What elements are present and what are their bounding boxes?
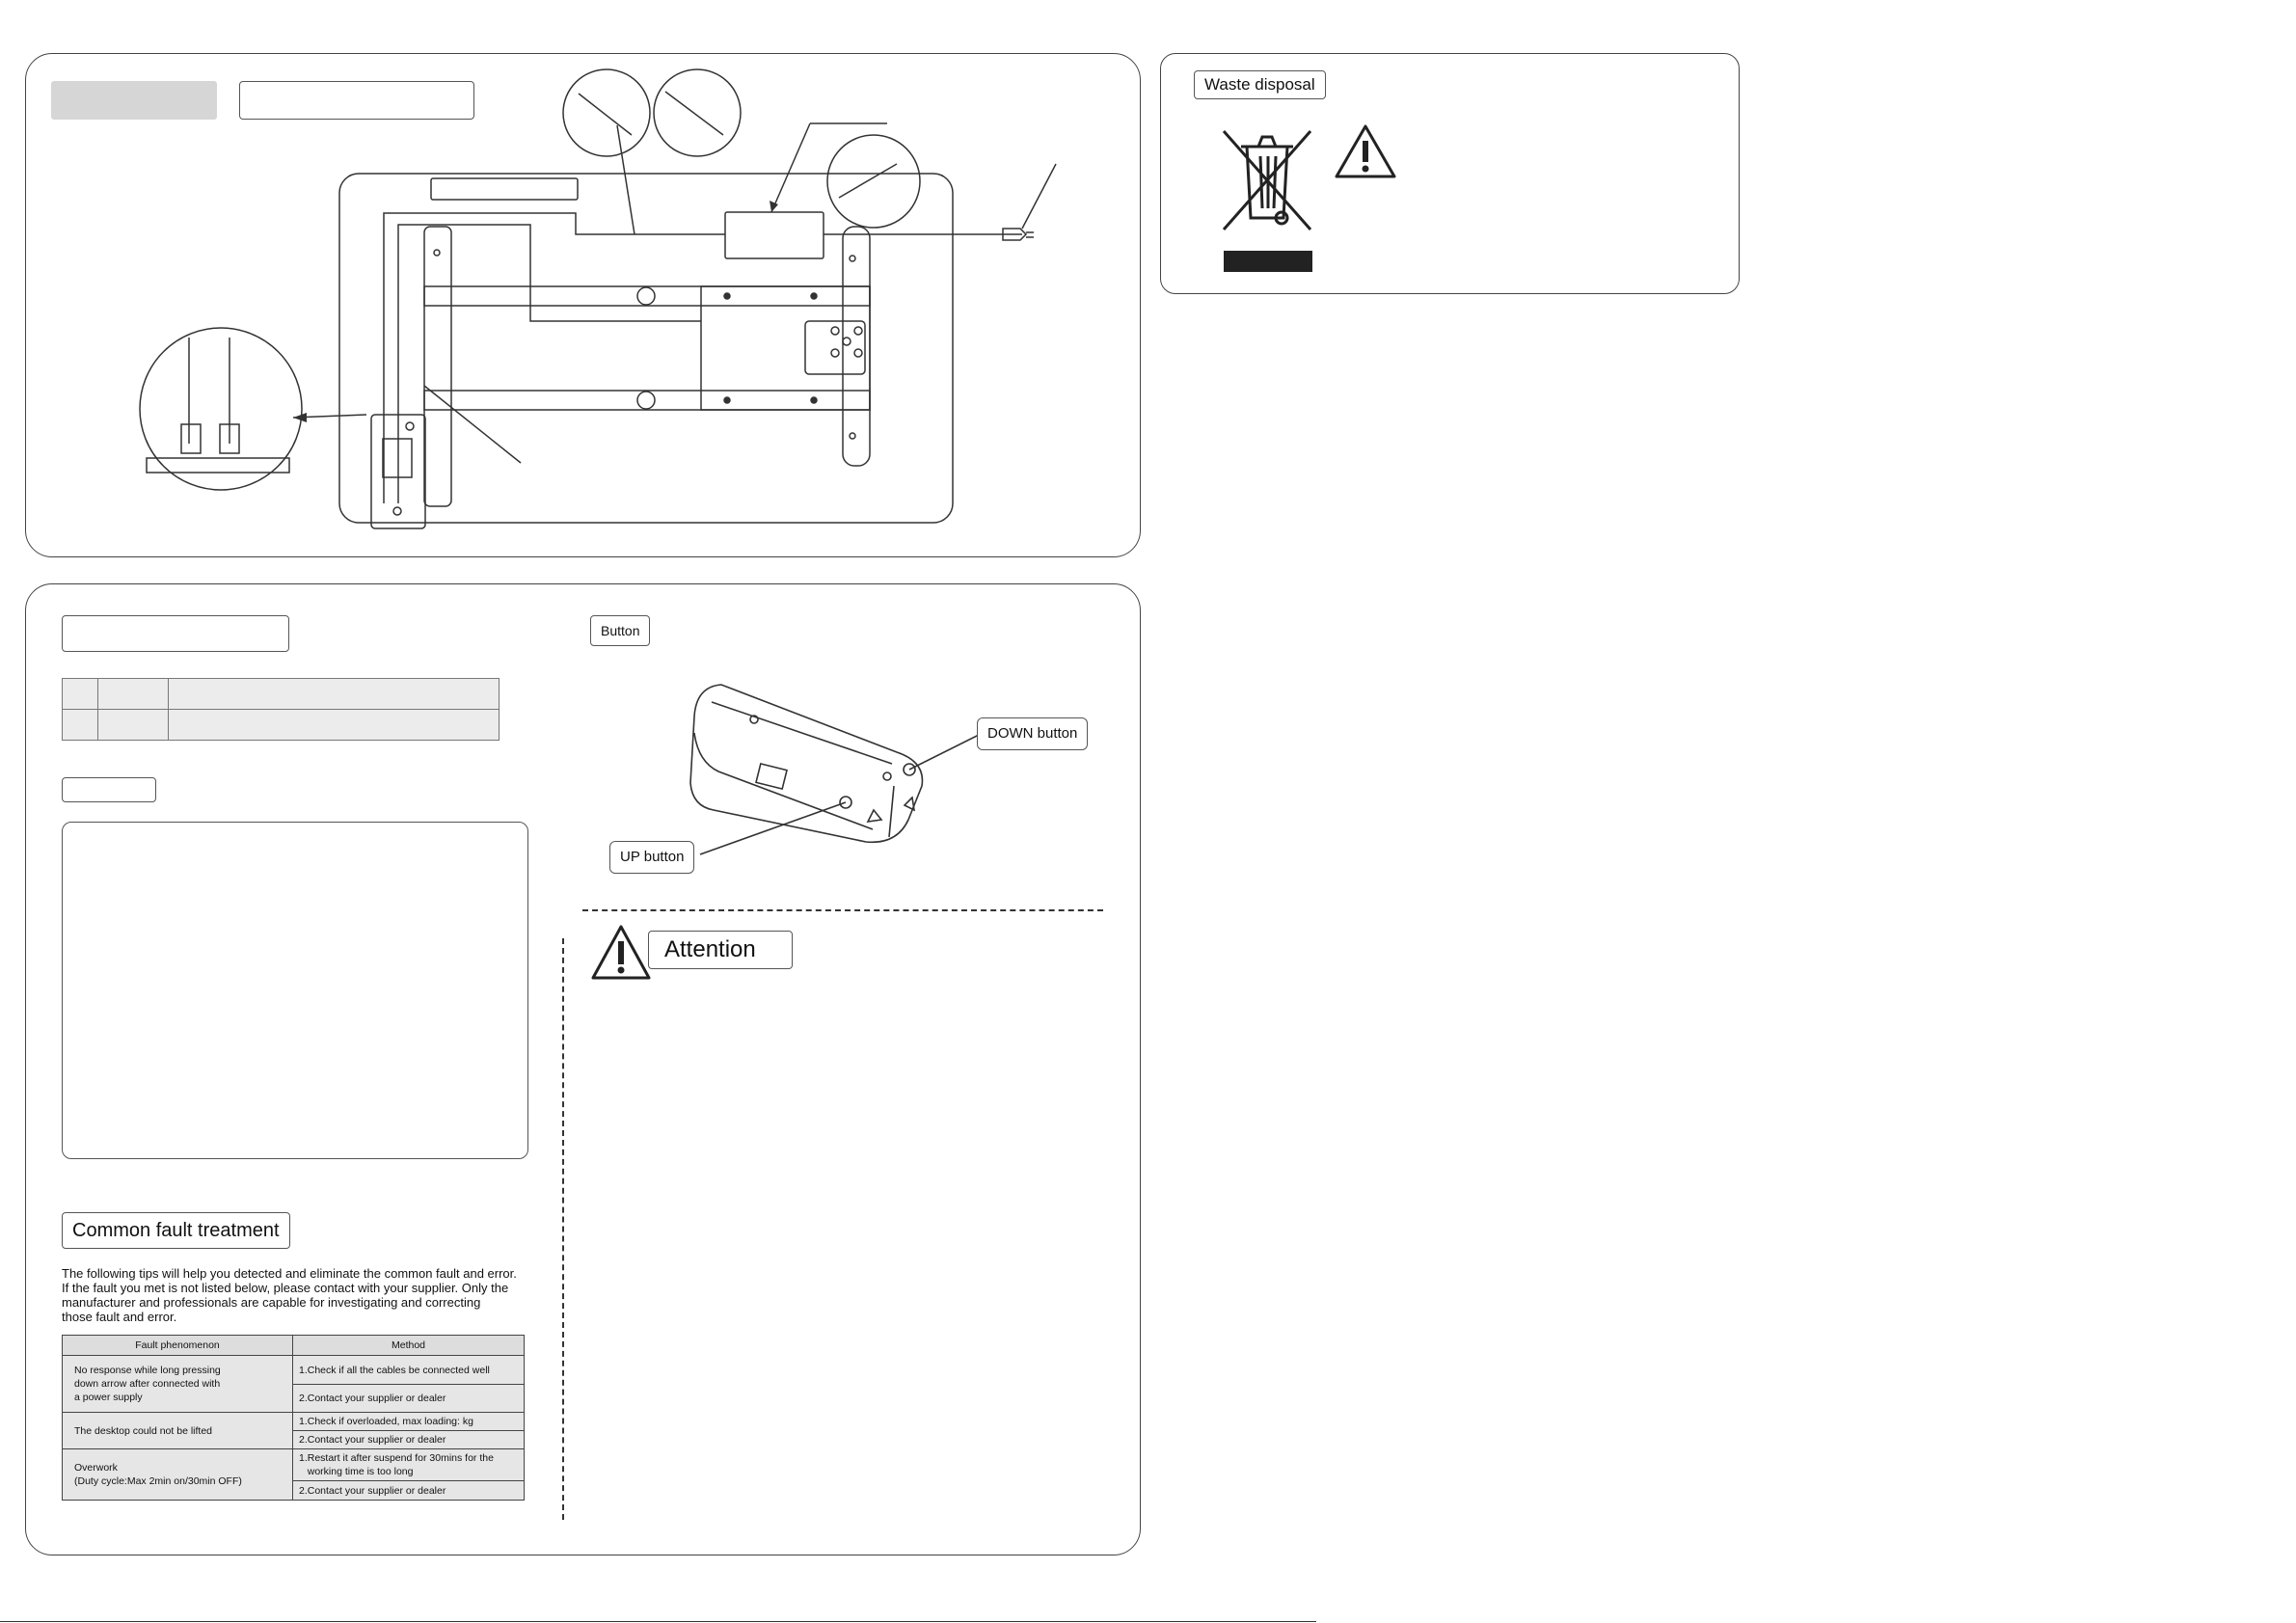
fault-intro-text: The following tips will help you detected and eliminate the common fault and error. If the fault you met is not listed below, please contact with your supplier. Only the manufacturer and professionals are capable for investigating and correcting those fault and error. [62, 1266, 517, 1324]
horizontal-dashed-divider [582, 909, 1103, 911]
fault-phenomenon-cell: No response while long pressing down arrow after connected with a power supply [63, 1356, 293, 1413]
method-cell: 1.Restart it after suspend for 30mins for the working time is too long [293, 1449, 525, 1481]
fault-phenomenon-cell: Overwork (Duty cycle:Max 2min on/30min OFF) [63, 1449, 293, 1501]
header-fault-phenomenon: Fault phenomenon [63, 1336, 293, 1356]
method-cell: 1.Check if all the cables be connected well [293, 1356, 525, 1385]
waste-disposal-label: Waste disposal [1194, 70, 1326, 99]
fault-phenomenon-cell: The desktop could not be lifted [63, 1413, 293, 1449]
vertical-dashed-divider [562, 938, 564, 1520]
button-section-label: Button [590, 615, 650, 646]
attention-warning-icon [590, 924, 652, 982]
down-button-label: DOWN button [977, 717, 1088, 750]
method-cell: 1.Check if overloaded, max loading: kg [293, 1413, 525, 1431]
attention-label: Attention [648, 931, 793, 969]
up-button-label: UP button [609, 841, 694, 874]
page-bottom-rule [0, 1621, 1316, 1622]
method-cell: 2.Contact your supplier or dealer [293, 1431, 525, 1449]
method-cell: 2.Contact your supplier or dealer [293, 1481, 525, 1501]
method-cell: 2.Contact your supplier or dealer [293, 1385, 525, 1413]
header-method: Method [293, 1336, 525, 1356]
common-fault-title: Common fault treatment [62, 1212, 290, 1249]
